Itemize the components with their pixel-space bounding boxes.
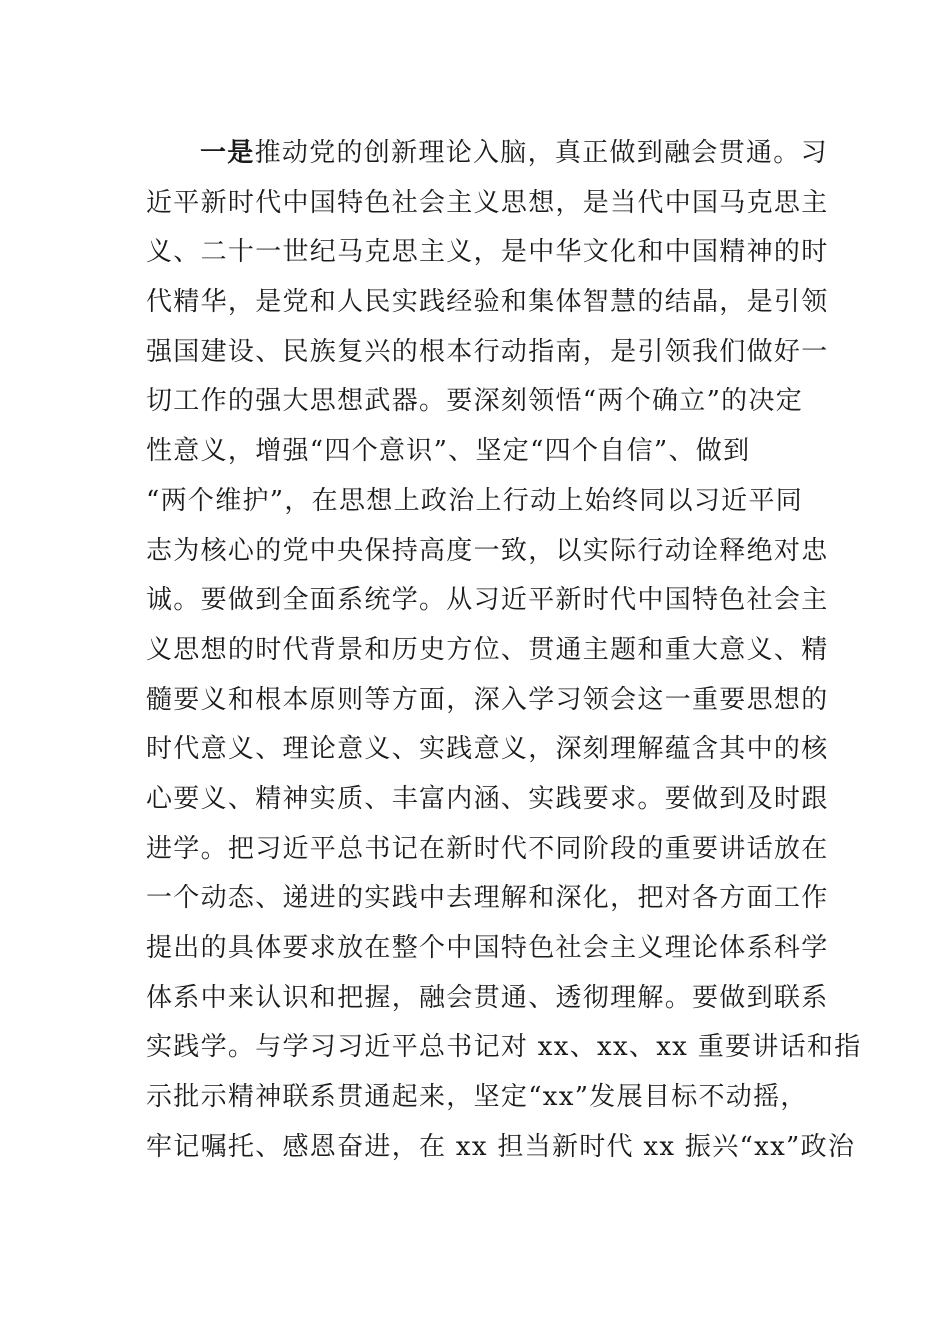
text-line: 体系中来认识和把握，融会贯通、透彻理解。要做到联系	[146, 982, 829, 1013]
text-line: 牢记嘱托、感恩奋进，在 xx 担当新时代 xx 振兴“xx”政治	[146, 1131, 856, 1162]
text-line: 强国建设、民族复兴的根本行动指南，是引领我们做好一	[146, 336, 829, 367]
text-line: 性意义，增强“四个意识”、坚定“四个自信”、做到	[146, 436, 751, 467]
text-line: 实践学。与学习习近平总书记对 xx、xx、xx 重要讲话和指	[146, 1032, 862, 1063]
text-line: 志为核心的党中央保持高度一致，以实际行动诠释绝对忠	[146, 535, 829, 566]
paragraph-first-line	[146, 129, 828, 179]
paragraph-lead: 一是	[200, 138, 255, 168]
text-line: 诚。要做到全面系统学。从习近平新时代中国特色社会主	[146, 585, 829, 616]
text-line: 推动党的创新理论入脑，真正做到融会贯通。习	[254, 138, 828, 168]
text-line: “两个维护”，在思想上政治上行动上始终同以习近平同	[146, 485, 804, 516]
text-line: 义、二十一世纪马克思主义，是中华文化和中国精神的时	[146, 237, 829, 268]
text-line: 示批示精神联系贯通起来，坚定“xx”发展目标不动摇，	[146, 1082, 808, 1113]
text-line: 代精华，是党和人民实践经验和集体智慧的结晶，是引领	[146, 287, 829, 318]
text-line: 近平新时代中国特色社会主义思想，是当代中国马克思主	[146, 187, 829, 218]
body-paragraph	[146, 129, 862, 1172]
text-line: 义思想的时代背景和历史方位、贯通主题和重大意义、精	[146, 634, 829, 665]
text-line: 髓要义和根本原则等方面，深入学习领会这一重要思想的	[146, 684, 829, 715]
text-line: 提出的具体要求放在整个中国特色社会主义理论体系科学	[146, 933, 829, 963]
text-line: 一个动态、递进的实践中去理解和深化，把对各方面工作	[146, 883, 829, 914]
text-line: 切工作的强大思想武器。要深刻领悟“两个确立”的决定	[146, 386, 804, 417]
text-line: 心要义、精神实质、丰富内涵、实践要求。要做到及时跟	[146, 783, 829, 814]
text-line: 时代意义、理论意义、实践意义，深刻理解蕴含其中的核	[146, 734, 829, 765]
text-line: 进学。把习近平总书记在新时代不同阶段的重要讲话放在	[146, 833, 829, 864]
